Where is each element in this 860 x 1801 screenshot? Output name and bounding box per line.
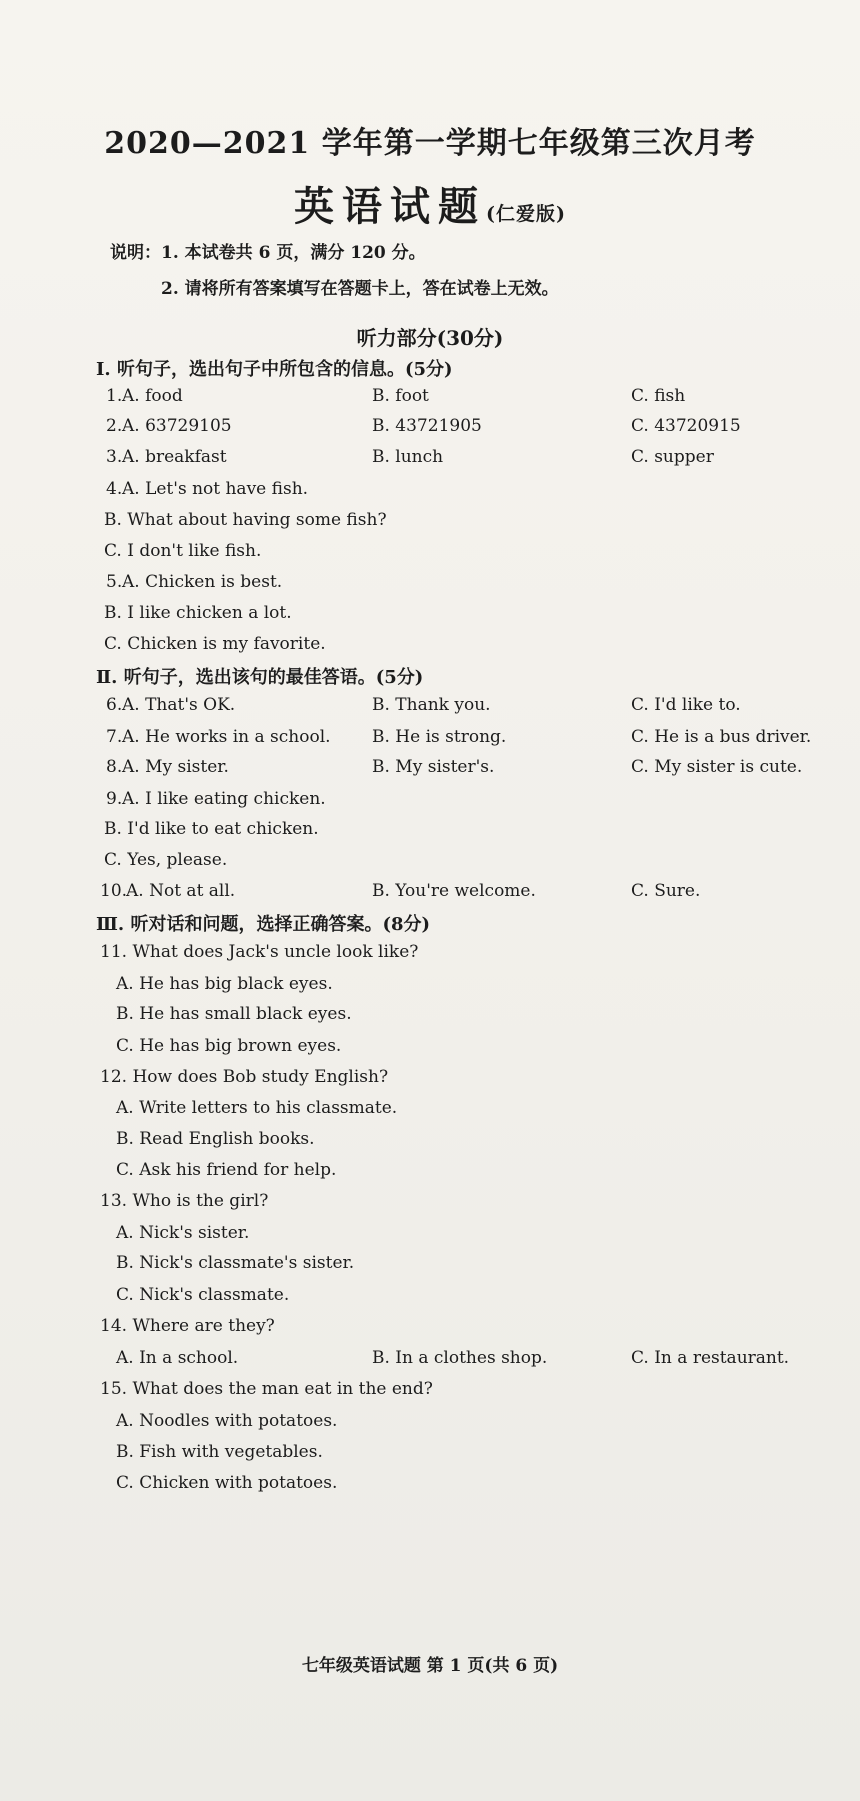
option-a: A. Nick's sister.	[116, 1223, 250, 1243]
option-c: C. Yes, please.	[104, 850, 228, 870]
option-b: B. foot	[372, 386, 429, 406]
option-c: C. My sister is cute.	[631, 757, 803, 777]
option-a: A. I like eating chicken.	[122, 789, 326, 809]
option-a: A. food	[122, 386, 183, 406]
subject-title: 英语试题	[294, 183, 486, 230]
option-a: A. Chicken is best.	[122, 572, 283, 592]
option-c: C. Sure.	[631, 881, 701, 901]
edition-label: (仁爱版)	[486, 203, 566, 225]
option-a: A. He works in a school.	[122, 727, 331, 747]
option-a: A. breakfast	[122, 447, 227, 467]
exam-title: 2020—2021 学年第一学期七年级第三次月考	[104, 126, 756, 161]
option-a: A. Noodles with potatoes.	[116, 1411, 338, 1431]
instruction-line: 说明：1. 本试卷共 6 页，满分 120 分。	[110, 243, 426, 263]
option-b: B. He has small black eyes.	[116, 1004, 352, 1024]
question-number: 8.	[106, 757, 123, 777]
option-b: B. You're welcome.	[372, 881, 536, 901]
question-number: 4.	[106, 479, 123, 499]
option-b: B. I like chicken a lot.	[104, 603, 292, 623]
listening-section-title: 听力部分(30分)	[356, 326, 504, 350]
option-b: B. I'd like to eat chicken.	[104, 819, 319, 839]
option-a: A. That's OK.	[122, 695, 236, 715]
option-b: B. Read English books.	[116, 1129, 315, 1149]
option-a: A. In a school.	[116, 1348, 239, 1368]
option-b: B. My sister's.	[372, 757, 495, 777]
exam-subtitle	[0, 175, 860, 232]
question-number: 5.	[106, 572, 123, 592]
question-number: 9.	[106, 789, 123, 809]
instructions	[110, 235, 559, 307]
option-a: A. He has big black eyes.	[116, 974, 333, 994]
option-b: B. 43721905	[372, 416, 482, 436]
option-b: B. He is strong.	[372, 727, 507, 747]
part-title: Ⅲ. 听对话和问题，选择正确答案。(8分)	[96, 914, 431, 935]
question-stem: 15. What does the man eat in the end?	[100, 1379, 433, 1399]
option-a: A. 63729105	[122, 416, 232, 436]
question-number: 1.	[106, 386, 123, 406]
option-c: C. 43720915	[631, 416, 741, 436]
option-c: C. supper	[631, 447, 714, 467]
option-c: C. fish	[631, 386, 686, 406]
option-c: C. Chicken with potatoes.	[116, 1473, 338, 1493]
page-footer: 七年级英语试题 第 1 页(共 6 页)	[301, 1656, 559, 1676]
option-c: C. Ask his friend for help.	[116, 1160, 337, 1180]
option-b: B. What about having some fish?	[104, 510, 387, 530]
option-c: C. Chicken is my favorite.	[104, 634, 326, 654]
option-c: C. I'd like to.	[631, 695, 741, 715]
option-b: B. In a clothes shop.	[372, 1348, 548, 1368]
option-c: C. Nick's classmate.	[116, 1285, 290, 1305]
question-stem: 14. Where are they?	[100, 1316, 275, 1336]
question-stem: 13. Who is the girl?	[100, 1191, 269, 1211]
part-title: Ⅱ. 听句子，选出该句的最佳答语。(5分)	[96, 667, 424, 688]
option-a: A. Let's not have fish.	[122, 479, 309, 499]
option-b: B. Thank you.	[372, 695, 491, 715]
question-stem: 11. What does Jack's uncle look like?	[100, 942, 419, 962]
instruction-line: 2. 请将所有答案填写在答题卡上，答在试卷上无效。	[161, 279, 559, 299]
part-title: Ⅰ. 听句子，选出句子中所包含的信息。(5分)	[96, 359, 453, 380]
option-c: C. In a restaurant.	[631, 1348, 790, 1368]
option-b: B. lunch	[372, 447, 444, 467]
option-c: C. I don't like fish.	[104, 541, 262, 561]
question-number: 7.	[106, 727, 123, 747]
question-stem: 12. How does Bob study English?	[100, 1067, 389, 1087]
question-number: 6.	[106, 695, 123, 715]
question-number: 3.	[106, 447, 123, 467]
option-c: C. He has big brown eyes.	[116, 1036, 342, 1056]
option-a: A. Write letters to his classmate.	[116, 1098, 398, 1118]
question-number: 10.	[100, 881, 128, 901]
question-number: 2.	[106, 416, 123, 436]
option-c: C. He is a bus driver.	[631, 727, 812, 747]
option-a: A. My sister.	[122, 757, 229, 777]
option-a: A. Not at all.	[126, 881, 236, 901]
option-b: B. Fish with vegetables.	[116, 1442, 323, 1462]
option-b: B. Nick's classmate's sister.	[116, 1253, 355, 1273]
